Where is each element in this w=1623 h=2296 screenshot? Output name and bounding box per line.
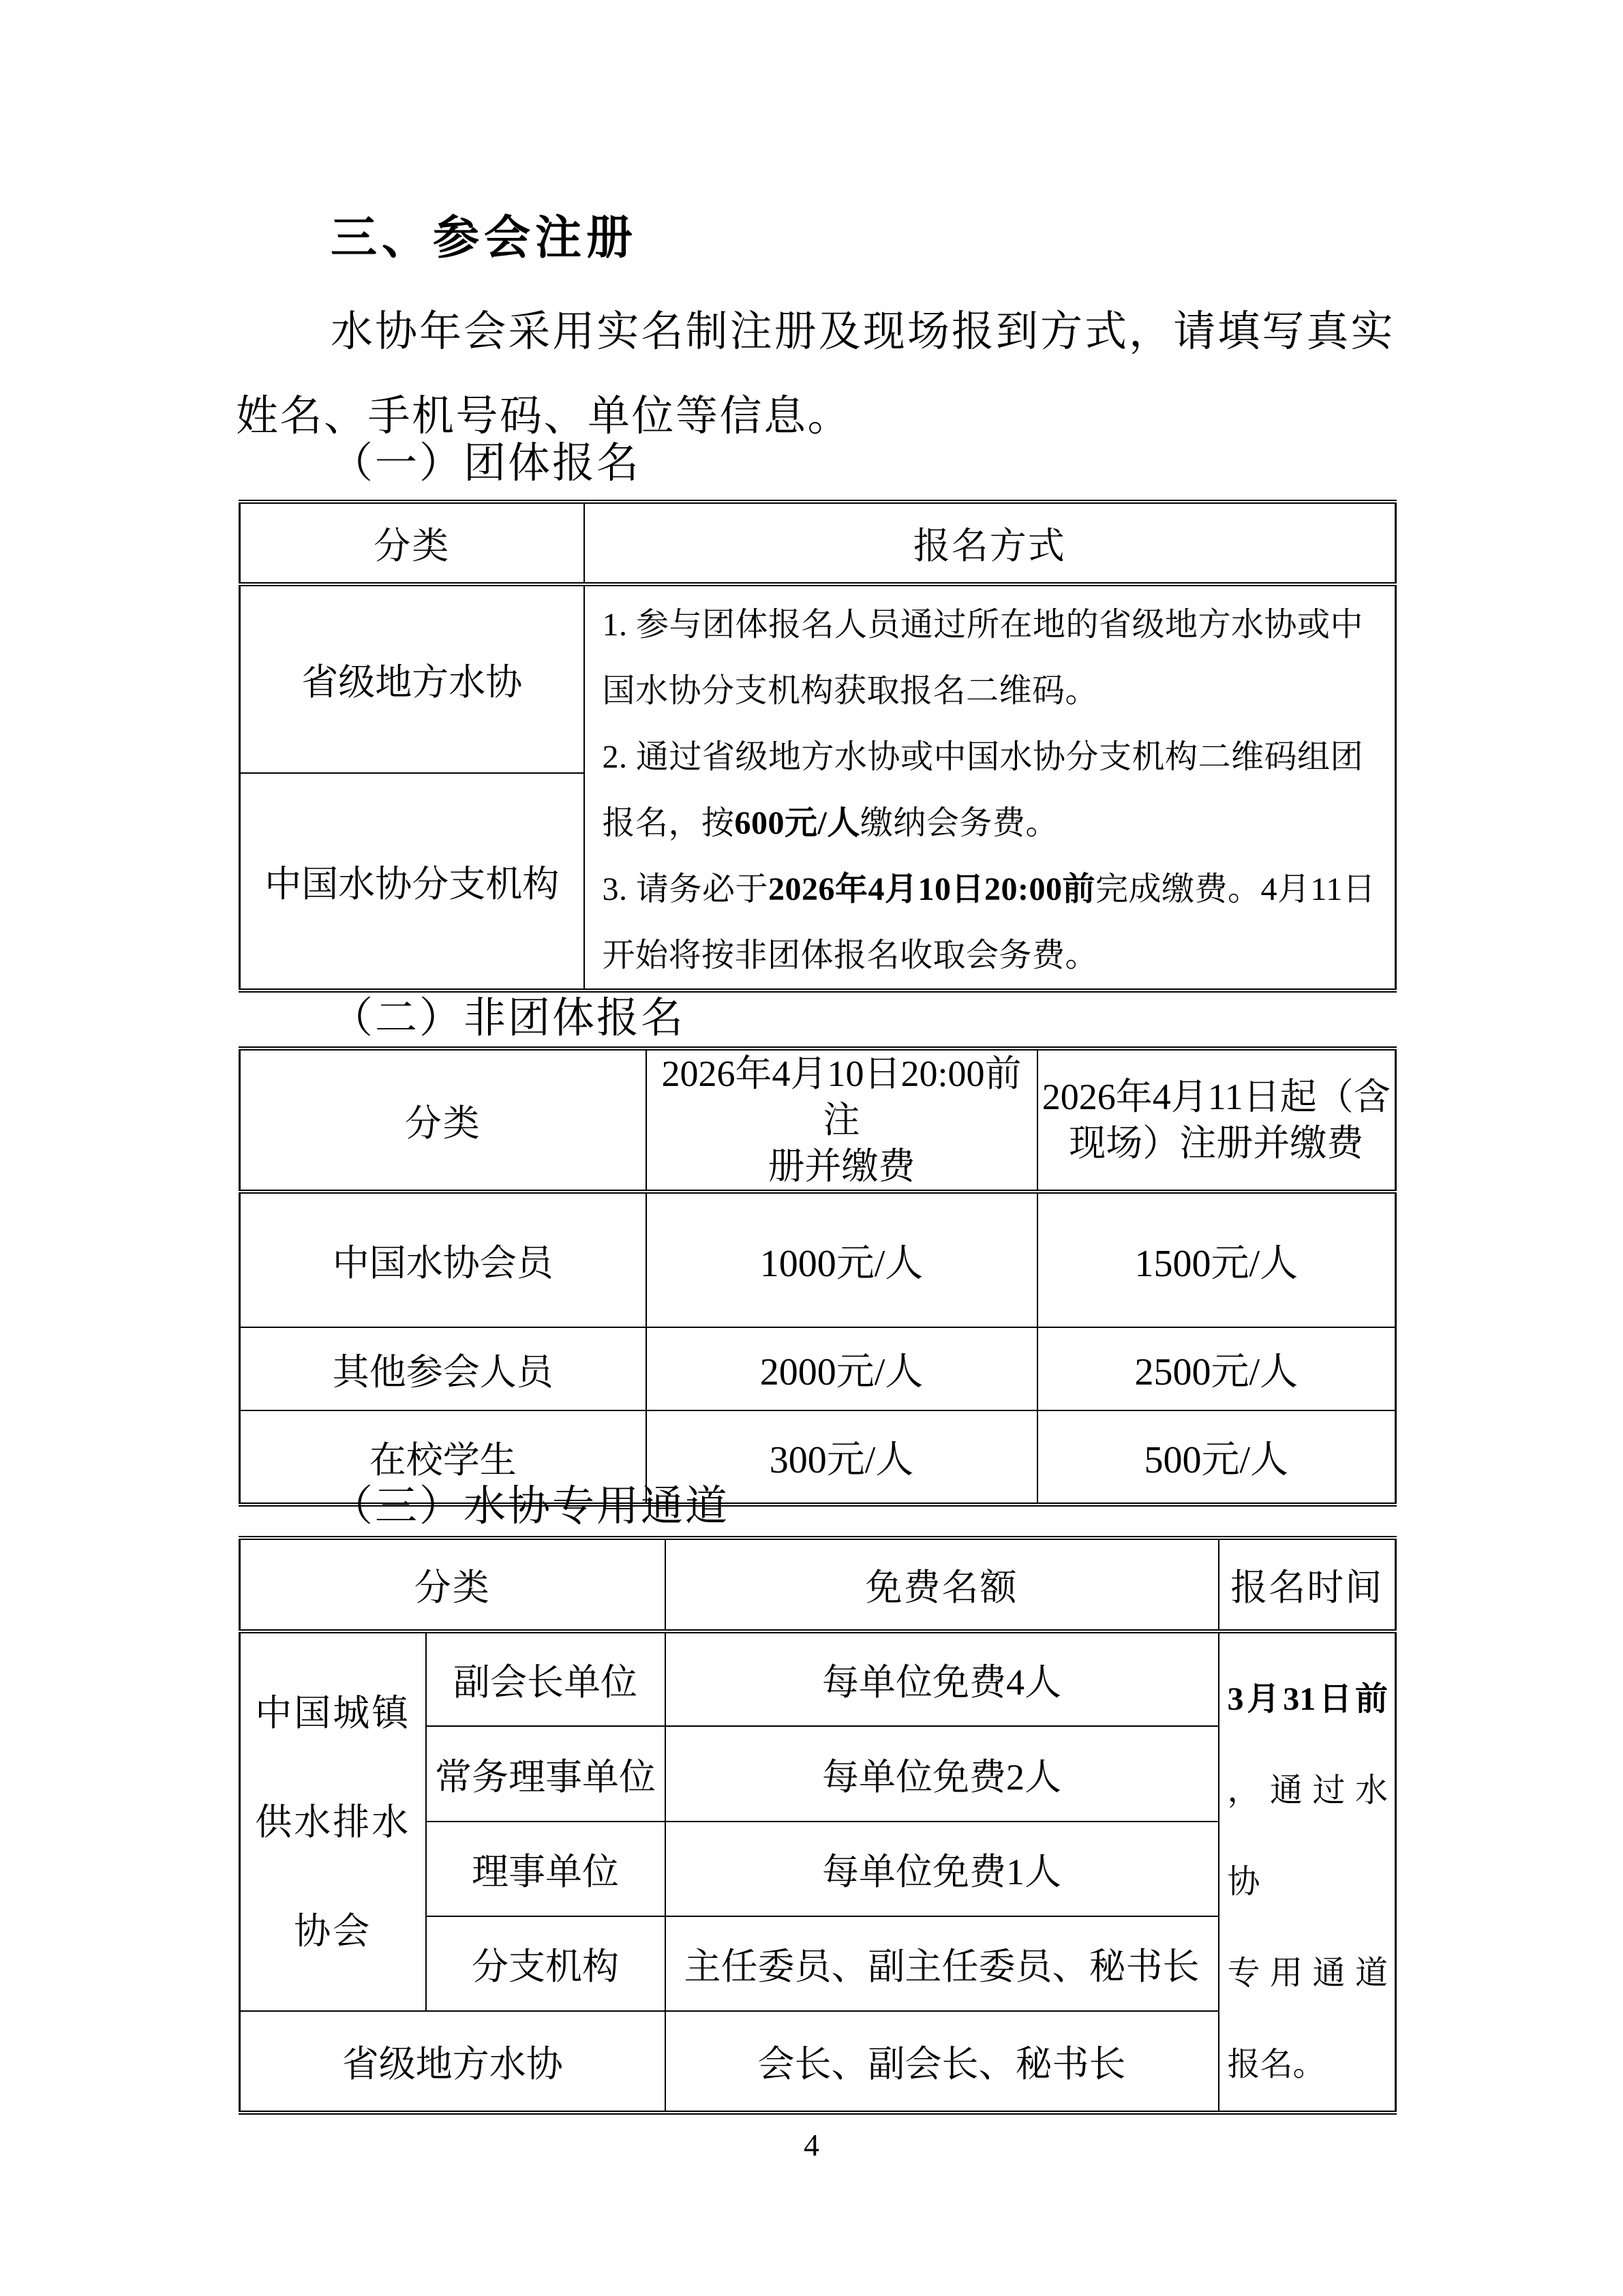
subsection-1-heading: （一）团体报名 xyxy=(331,440,641,487)
table-row xyxy=(240,1631,1396,1726)
organization-cell xyxy=(240,1631,426,2011)
registration-method-cell xyxy=(584,584,1396,991)
column-header-method: 报名方式 xyxy=(584,502,1396,584)
late-fee-other: 2500元/人 xyxy=(1037,1327,1396,1410)
table-row xyxy=(240,584,1396,773)
time-note-line-3: 专用通道 xyxy=(1227,1955,1388,1991)
row-label-vice-president-unit: 副会长单位 xyxy=(426,1631,665,1726)
special-channel-table xyxy=(239,1536,1397,2115)
time-note-line-4: 报名。 xyxy=(1227,2046,1326,2083)
method-line-6: 开始将按非团体报名收取会务费。 xyxy=(602,937,1099,973)
method-line-4: 报名，按600元/人缴纳会务费。 xyxy=(602,805,1059,841)
column-header-late-fee xyxy=(1037,1048,1396,1192)
time-note-line-1: 3月31日前 xyxy=(1227,1681,1388,1717)
header-line: 2026年4月11日起（含 xyxy=(1042,1076,1391,1117)
quota-provincial-association: 会长、副会长、秘书长 xyxy=(665,2011,1219,2113)
row-label-other-attendee: 其他参会人员 xyxy=(240,1327,646,1410)
column-header-category: 分类 xyxy=(240,1538,665,1631)
table-header-row xyxy=(240,1048,1396,1192)
page-number: 4 xyxy=(804,2128,819,2162)
column-header-quota: 免费名额 xyxy=(665,1538,1219,1631)
header-line: 册并缴费 xyxy=(768,1146,915,1187)
table-header-row xyxy=(240,1538,1396,1631)
table-row xyxy=(240,1327,1396,1410)
subsection-2-heading: （二）非团体报名 xyxy=(331,995,686,1042)
column-header-category: 分类 xyxy=(240,502,584,584)
table-row xyxy=(240,1192,1396,1327)
row-label-executive-director-unit: 常务理事单位 xyxy=(426,1726,665,1821)
quota-branch: 主任委员、副主任委员、秘书长 xyxy=(665,1916,1219,2011)
quota-director-unit: 每单位免费1人 xyxy=(665,1822,1219,1916)
time-note-line-2: ，通过水协 xyxy=(1227,1772,1388,1900)
subsection-3-heading: （三）水协专用通道 xyxy=(331,1483,730,1530)
table-header-row xyxy=(240,502,1396,584)
org-line: 中国城镇 xyxy=(255,1692,411,1734)
header-line: 2026年4月10日20:00前注 xyxy=(661,1053,1022,1141)
late-fee-member: 1500元/人 xyxy=(1037,1192,1396,1327)
method-line-3: 2. 通过省级地方水协或中国水协分支机构二维码组团 xyxy=(602,739,1364,775)
row-label-member: 中国水协会员 xyxy=(240,1192,646,1327)
column-header-early-fee xyxy=(646,1048,1037,1192)
org-line: 协会 xyxy=(294,1910,372,1952)
row-label-director-unit: 理事单位 xyxy=(426,1822,665,1916)
row-label-provincial-association: 省级地方水协 xyxy=(240,2011,665,2113)
intro-paragraph: 水协年会采用实名制注册及现场报到方式，请填写真实姓名、手机号码、单位等信息。 xyxy=(236,309,1395,440)
early-fee-student: 300元/人 xyxy=(646,1410,1037,1505)
quota-executive-director-unit: 每单位免费2人 xyxy=(665,1726,1219,1821)
individual-registration-table xyxy=(239,1046,1397,1507)
quota-vice-president-unit: 每单位免费4人 xyxy=(665,1631,1219,1726)
method-line-2: 国水协分支机构获取报名二维码。 xyxy=(602,673,1099,709)
early-fee-other: 2000元/人 xyxy=(646,1327,1037,1410)
method-line-5: 3. 请务必于2026年4月10日20:00前完成缴费。4月11日 xyxy=(602,871,1376,907)
row-label-branch: 分支机构 xyxy=(426,1916,665,2011)
row-label-student: 在校学生 xyxy=(240,1410,646,1505)
header-line: 现场）注册并缴费 xyxy=(1069,1123,1364,1164)
early-fee-member: 1000元/人 xyxy=(646,1192,1037,1327)
registration-time-cell xyxy=(1219,1631,1396,2113)
method-line-1: 1. 参与团体报名人员通过所在地的省级地方水协或中 xyxy=(602,607,1364,643)
late-fee-student: 500元/人 xyxy=(1037,1410,1396,1505)
group-registration-table xyxy=(239,500,1397,993)
row-label-branch-organization: 中国水协分支机构 xyxy=(240,773,584,991)
org-line: 供水排水 xyxy=(255,1801,411,1843)
column-header-category: 分类 xyxy=(240,1048,646,1192)
section-heading: 三、参会注册 xyxy=(331,212,638,264)
row-label-provincial-association: 省级地方水协 xyxy=(240,584,584,773)
column-header-time: 报名时间 xyxy=(1219,1538,1396,1631)
